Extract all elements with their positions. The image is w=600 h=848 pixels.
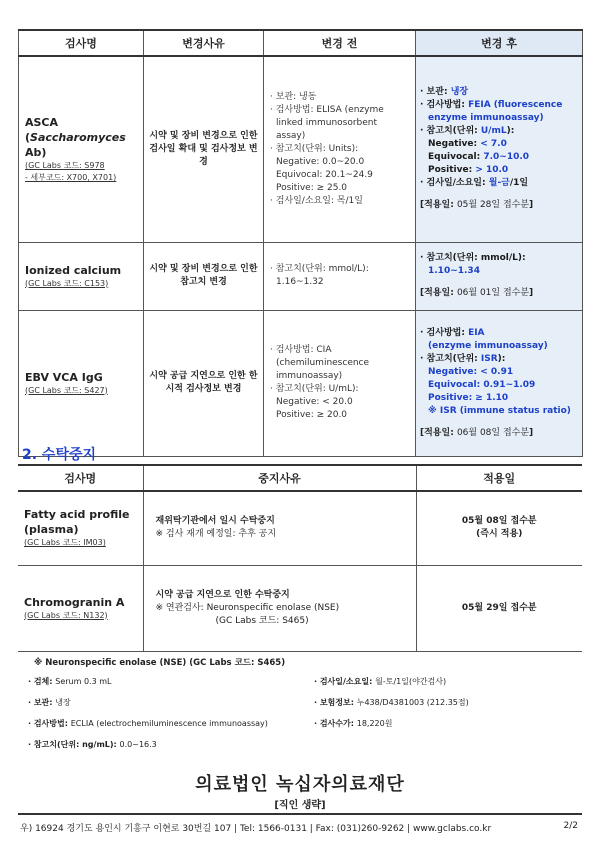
applied-date-note: (즉시 적용) (476, 529, 523, 540)
test-code: (GC Labs 코드: IM03) (24, 538, 106, 548)
after-method-cont: enzyme immunoassay) (428, 113, 544, 124)
before-line: · 보관: 냉동 (270, 91, 317, 102)
stop-reason-note: ※ 연관검사: Neuronspecific enolase (NSE) (155, 602, 340, 613)
after-storage: · 보관: 냉장 (420, 87, 469, 98)
before-line: linked immunosorbent assay) (276, 117, 378, 141)
after-method: · 검사방법: EIA (420, 327, 485, 338)
section-title: 2. 수탁중지 (22, 447, 97, 463)
before-line: 1.16~1.32 (276, 277, 324, 287)
after-ref-value: 1.10~1.34 (428, 266, 480, 276)
nse-insurance: · 보험정보: 누438/D4381003 (212.35점) (314, 698, 469, 707)
before-line: · 검사방법: ELISA (enzyme (270, 104, 384, 115)
seal-omitted-note: [직인 생략] (274, 800, 326, 811)
table-row (18, 565, 582, 651)
test-code: (GC Labs 코드: S978 (25, 160, 105, 170)
after-cell (416, 310, 583, 456)
change-table-header (19, 30, 583, 56)
applied-date: 05월 08일 접수분 (461, 516, 537, 527)
test-code: (GC Labs 코드: C153) (25, 278, 109, 288)
test-name: EBV VCA IgG (25, 370, 103, 384)
header-before: 변경 전 (264, 30, 416, 56)
applied-date-cell (416, 565, 582, 651)
footer-divider (18, 813, 582, 815)
nse-storage: · 보관: 냉장 (28, 698, 71, 707)
before-line: immunoassay) (276, 371, 343, 381)
reason-cell: 시약 공급 지연으로 인한 한시적 검사정보 변경 (144, 310, 264, 456)
table-row (19, 242, 583, 310)
after-equivocal: Equivocal: 7.0~10.0 (428, 152, 530, 163)
after-negative: Negative: < 7.0 (428, 139, 507, 150)
before-line: · 검사일/소요일: 목/1일 (270, 195, 363, 206)
after-ref: · 참고치(단위: mmol/L): (420, 253, 526, 263)
test-name: Fatty acid profile (24, 508, 130, 522)
nse-test-days: · 검사일/소요일: 월-토/1일(야간검사) (314, 677, 447, 686)
after-ref: · 참고치(단위: ISR): (420, 353, 506, 364)
applied-date: [적용일: 06월 08일 접수분] (420, 427, 534, 438)
page-number: 2/2 (563, 821, 578, 831)
after-ref: · 참고치(단위: U/mL): (420, 126, 515, 137)
applied-date: [적용일: 05월 28일 접수분] (420, 200, 534, 211)
suspension-table (18, 464, 582, 652)
after-cell (416, 56, 583, 242)
test-subcode: - 세부코드: X700, X701) (25, 172, 117, 182)
nse-info-box (22, 656, 582, 766)
footer-address: 우) 16924 경기도 용인시 기흥구 이현로 30번길 107 | Tel: 1566-0131 | Fax: (031)260-9262 | www.gclabs.co.kr (20, 824, 492, 834)
before-line: Negative: < 20.0 (276, 397, 353, 407)
header-stop-reason: 중지사유 (143, 465, 416, 491)
change-table (18, 29, 583, 457)
after-days: · 검사일/소요일: 월-금/1일 (420, 178, 529, 189)
organization-name: 의료법인 녹십자의료재단 (195, 774, 405, 795)
test-code: (GC Labs 코드: N132) (24, 610, 108, 620)
header-test-name: 검사명 (19, 30, 144, 56)
test-name-cell (18, 491, 143, 565)
header-after: 변경 후 (416, 30, 583, 56)
applied-date: 05월 29일 접수분 (461, 602, 537, 613)
after-negative: Negative: < 0.91 (428, 366, 514, 377)
applied-date: [적용일: 06월 01일 접수분] (420, 288, 534, 298)
after-method-cont: (enzyme immunoassay) (428, 340, 548, 351)
stop-reason-cell (143, 491, 416, 565)
before-cell (264, 242, 416, 310)
after-equivocal: Equivocal: 0.91~1.09 (428, 379, 536, 390)
test-name: ASCA (25, 115, 59, 129)
before-line: Positive: ≥ 20.0 (276, 410, 348, 420)
after-cell (416, 242, 583, 310)
before-line: Negative: 0.0~20.0 (276, 156, 365, 167)
test-name-cell (19, 310, 144, 456)
after-isr-note: ※ ISR (immune status ratio) (428, 405, 571, 416)
header-reason: 변경사유 (144, 30, 264, 56)
applied-date-cell (416, 491, 582, 565)
suspension-table-header (18, 465, 582, 491)
after-positive: Positive: ≥ 1.10 (428, 392, 509, 403)
test-name-cell (18, 565, 143, 651)
stop-reason-cell (143, 565, 416, 651)
after-positive: Positive: > 10.0 (428, 165, 509, 176)
test-name: Ionized calcium (25, 263, 122, 277)
nse-info-title: ※ Neuronspecific enolase (NSE) (GC Labs 코드: S465) (34, 658, 286, 668)
stop-reason: 시약 공급 지연으로 인한 수탁중지 (155, 589, 290, 600)
after-method: · 검사방법: FEIA (fluorescence (420, 100, 563, 111)
header-applied-date: 적용일 (416, 465, 582, 491)
nse-fee: · 검사수가: 18,220원 (314, 719, 393, 728)
nse-info-grid (22, 676, 582, 766)
test-name: Chromogranin A (24, 595, 125, 609)
table-row (19, 56, 583, 242)
before-line: · 검사방법: CIA (270, 345, 332, 355)
before-line: · 참고치(단위: mmol/L): (270, 264, 369, 274)
header-test-name: 검사명 (18, 465, 143, 491)
reason-cell: 시약 및 장비 변경으로 인한 참고치 변경 (144, 242, 264, 310)
before-cell (264, 56, 416, 242)
test-name-cell (19, 56, 144, 242)
test-name-cell (19, 242, 144, 310)
before-line: (chemiluminescence (276, 358, 370, 368)
nse-specimen: · 검체: Serum 0.3 mL (28, 677, 112, 686)
before-cell (264, 310, 416, 456)
table-row (19, 310, 583, 456)
table-row (18, 491, 582, 565)
stop-reason-note: ※ 검사 재개 예정일: 추후 공지 (155, 529, 277, 540)
test-name-sub: (plasma) (24, 523, 79, 537)
before-line: · 참고치(단위: Units): (270, 143, 359, 154)
reason-cell: 시약 및 장비 변경으로 인한 검사일 확대 및 검사정보 변경 (144, 56, 264, 242)
before-line: Positive: ≥ 25.0 (276, 182, 348, 193)
stop-reason: 재위탁기관에서 일시 수탁중지 (155, 516, 275, 527)
before-line: Equivocal: 20.1~24.9 (276, 169, 373, 180)
test-code: (GC Labs 코드: S427) (25, 385, 108, 395)
nse-reference: · 참고치(단위: ng/mL): 0.0~16.3 (28, 740, 157, 749)
before-line: · 참고치(단위: U/mL): (270, 384, 359, 394)
test-name-sub: (Saccharomyces Ab) (25, 130, 126, 159)
stop-reason-code: (GC Labs 코드: S465) (215, 615, 309, 626)
nse-method: · 검사방법: ECLIA (electrochemiluminescence immunoassay) (28, 719, 268, 728)
